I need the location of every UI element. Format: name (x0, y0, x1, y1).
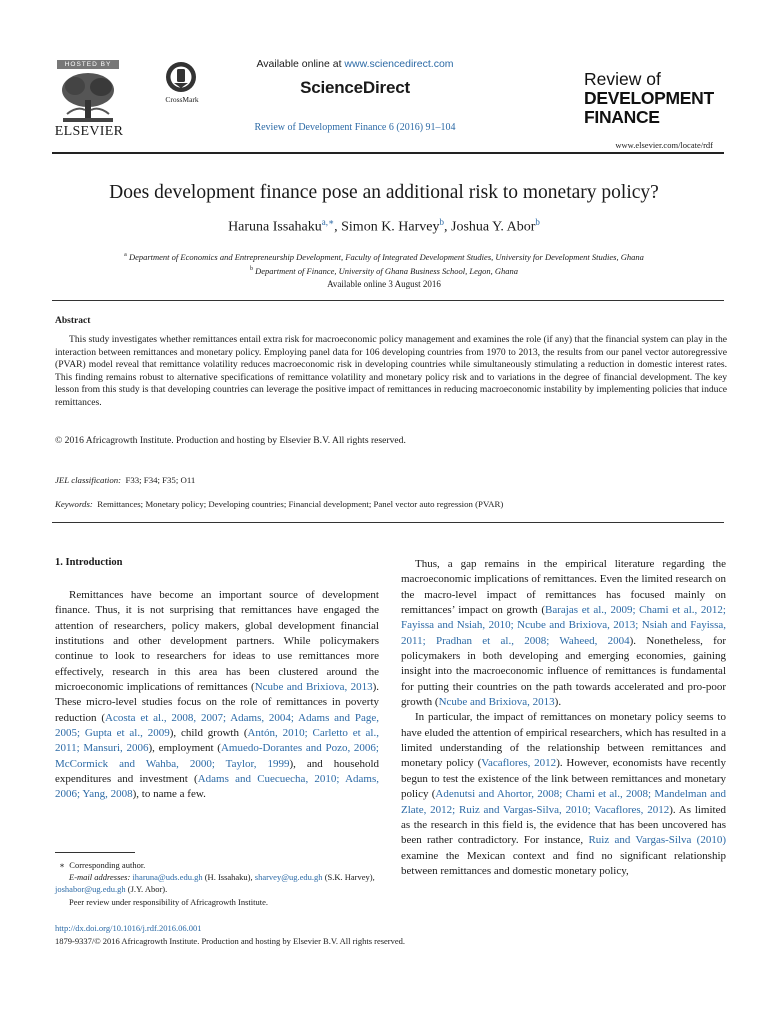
affiliation-text: Department of Finance, University of Ghana Business School, Legon, Ghana (255, 265, 519, 276)
paragraph-text: ). As limited as the research in this field is, the evidence that has been uncovered has been rather contradictory. For instance, (401, 803, 726, 847)
abstract-heading: Abstract (55, 316, 91, 326)
author-separator: , (444, 219, 452, 235)
paragraph-text: ), and household expenditures and investment ( (55, 757, 380, 786)
email-link[interactable]: iharuna@uds.edu.gh (132, 872, 203, 883)
citation-link[interactable]: Ncube and Brixiova, 2013 (254, 681, 373, 694)
footnotes (55, 859, 385, 908)
sciencedirect-logo: ScienceDirect (300, 78, 410, 97)
journal-logo-line3: FINANCE (584, 107, 660, 127)
journal-url[interactable]: www.elsevier.com/locate/rdf (615, 140, 713, 150)
left-column (55, 588, 379, 803)
paragraph-text: ), employment ( (148, 742, 221, 755)
affiliation-text: Department of Economics and Entrepreneurship Development, Faculty of Integrated Development Studies, University for Development Studies, Ghana (128, 251, 644, 262)
citation-link[interactable]: Ruiz and Vargas-Silva (2010) (588, 834, 726, 847)
email-owner: (S.K. Harvey), (324, 872, 375, 883)
author-name: Haruna Issahaku (228, 219, 322, 235)
footnote-corresponding (55, 859, 385, 871)
citation-link[interactable]: Amuedo-Dorantes and Pozo, 2006; McCormick and Wahba, 2000; Taylor, 1999 (55, 742, 379, 770)
jel-classification (55, 475, 195, 485)
affiliation-a (52, 249, 716, 263)
footnote-emails (55, 871, 385, 895)
paragraph-text: ), to name a few. (132, 788, 206, 801)
paragraph-text: ). (554, 696, 562, 709)
email-label: E-mail addresses: (69, 872, 131, 883)
affiliation-mark: b (249, 265, 253, 272)
author-separator: , (334, 219, 342, 235)
crossmark-label: CrossMark (165, 95, 199, 104)
citation-link[interactable]: Adenutsi and Ahortor, 2008; Chami et al., 2008; Mandelman and Zlate, 2012; Ruiz and Vargas-Silva, 2010; Vacaflores, 2012 (401, 788, 726, 816)
section-heading: 1. Introduction (55, 557, 123, 568)
right-column (401, 557, 726, 879)
author-name: Simon K. Harvey (341, 219, 440, 235)
citation-link[interactable]: Barajas et al., 2009; Chami et al., 2012; Fayissa and Nsiah, 2010; Ncube and Brixiova, 2013; Nsiah and Fayissa, 2011; Pradhan et al., 2008; Waheed, 2004 (401, 604, 726, 647)
email-link[interactable]: sharvey@ug.edu.gh (254, 872, 323, 883)
paragraph-text: examine the Mexican context and find no significant relationship between remittances and domestic monetary policy, (401, 849, 726, 877)
abstract-text: This study investigates whether remittances entail extra risk for macroeconomic policy management and examines the role (if any) that the financial system can play in the interaction between remittances and monetary policy. Employing panel data for 106 developing countries from 1970 to 2013, the results from our panel vector autoregressive (PVAR) model reveal that remittance volatility reduces macroeconomic risk in developing countries while simultaneously stimulating a reduction in domestic interest rates. This finding remains robust to alternative specifications of remittance volatility and monetary policy risk and to variations in the degree of financial development. The key lesson from this study is that developing countries can leverage the positive impact of remittances in reducing macroeconomic instability by implementing policies that induce remittances. (55, 334, 727, 408)
footnote-text: Peer review under responsibility of Africagrowth Institute. (69, 896, 268, 907)
title-divider (52, 300, 724, 301)
paragraph-text: ), child growth ( (169, 727, 248, 740)
jel-label: JEL classification: (55, 475, 122, 485)
abstract-divider (52, 522, 724, 523)
sciencedirect-link[interactable]: www.sciencedirect.com (344, 58, 454, 70)
keywords-value: Remittances; Monetary policy; Developing countries; Financial development; Panel vector auto regression (PVAR) (97, 499, 504, 509)
abstract-copyright: © 2016 Africagrowth Institute. Production and hosting by Elsevier B.V. All rights reserved. (55, 435, 406, 446)
author-affiliation-mark[interactable]: a,∗ (321, 217, 335, 227)
author-list (52, 217, 716, 236)
citation-link[interactable]: Adams and Cuecuecha, 2010; Adams, 2006; Yang, 2008 (55, 773, 380, 801)
affiliation-mark: a (124, 252, 127, 258)
keywords-label: Keywords: (55, 499, 93, 509)
author-affiliation-mark[interactable]: b (535, 217, 540, 227)
email-owner: (H. Issahaku), (204, 872, 253, 883)
footnote-peer-review (55, 896, 385, 908)
doi-link[interactable]: http://dx.doi.org/10.1016/j.rdf.2016.06.001 (55, 923, 202, 933)
paragraph-text: ). These micro-level studies focus on the role of remittances in poverty reduction ( (55, 681, 379, 724)
author-name: Joshua Y. Abor (451, 219, 536, 235)
affiliation-b (52, 263, 716, 277)
citation-link[interactable]: Ncube and Brixiova, 2013 (438, 696, 555, 709)
journal-reference[interactable]: Review of Development Finance 6 (2016) 91–104 (254, 122, 456, 133)
citation-link[interactable]: Acosta et al., 2008, 2007; Adams, 2004; Adams and Page, 2005; Gupta et al., 2009 (55, 711, 379, 740)
paragraph-text: Remittances have become an important source of development finance. Thus, it is not surprising that remittances have engaged the attention of researchers, policy makers, global development financial institutions and other development partners. While policymakers continue to look to researchers for ideas to use remittances more effectively, research in this area has been clustered around the microeconomic implications of remittances ( (55, 589, 379, 694)
footnote-divider (55, 852, 135, 853)
issn-copyright: 1879-9337/© 2016 Africagrowth Institute. Production and hosting by Elsevier B.V. All rights reserved. (55, 936, 406, 946)
footnote-text: Corresponding author. (69, 860, 146, 870)
jel-value: F33; F34; F35; O11 (125, 475, 196, 485)
crossmark-icon[interactable] (165, 61, 197, 93)
available-online-line (220, 58, 490, 70)
available-online-date: Available online 3 August 2016 (327, 279, 441, 289)
publisher-name: ELSEVIER (54, 124, 124, 139)
affiliations (52, 249, 716, 277)
header-divider (52, 152, 724, 154)
article-title: Does development finance pose an additional risk to monetary policy? (109, 182, 659, 203)
paragraph-text: Thus, a gap remains in the empirical literature regarding the macroeconomic implications of remittances. Even the limited research on the macro-level impact of remittances has focused mainly on remittances’ impact on growth ( (401, 558, 726, 617)
email-owner: (J.Y. Abor). (127, 884, 168, 895)
journal-logo (584, 70, 714, 127)
author-affiliation-mark[interactable]: b (439, 217, 445, 227)
journal-logo-line1: Review of (584, 69, 661, 89)
available-online-text: Available online at (256, 58, 342, 70)
paragraph-text: In particular, the impact of remittances on monetary policy seems to have eluded the attention of empirical researchers, which has resulted in a limited understanding of the relationship between remittances and monetary policy ( (401, 711, 726, 770)
elsevier-tree-logo (57, 70, 119, 126)
paragraph-text: ). Nonetheless, for policymakers in both developing and emerging economies, gaining insight into the macroeconomic influence of remittances is fundamental for putting their countries on the path towards accelerated and pro-poor growth ( (401, 634, 726, 709)
citation-link[interactable]: Antón, 2010; Carletto et al., 2011; Mansuri, 2006 (55, 727, 379, 755)
paragraph-text: ). However, economists have recently begun to test the existence of the link between remittances and monetary policy ( (401, 757, 726, 801)
journal-logo-line2: DEVELOPMENT (584, 88, 714, 108)
footnote-mark: ∗ (59, 860, 66, 870)
paragraph (401, 710, 726, 879)
citation-link[interactable]: Vacaflores, 2012 (481, 757, 557, 770)
keywords (55, 499, 503, 509)
email-link[interactable]: joshabor@ug.edu.gh (55, 884, 126, 895)
paragraph (55, 588, 379, 803)
paragraph (401, 557, 726, 710)
hosted-by-label: HOSTED BY (57, 60, 119, 69)
